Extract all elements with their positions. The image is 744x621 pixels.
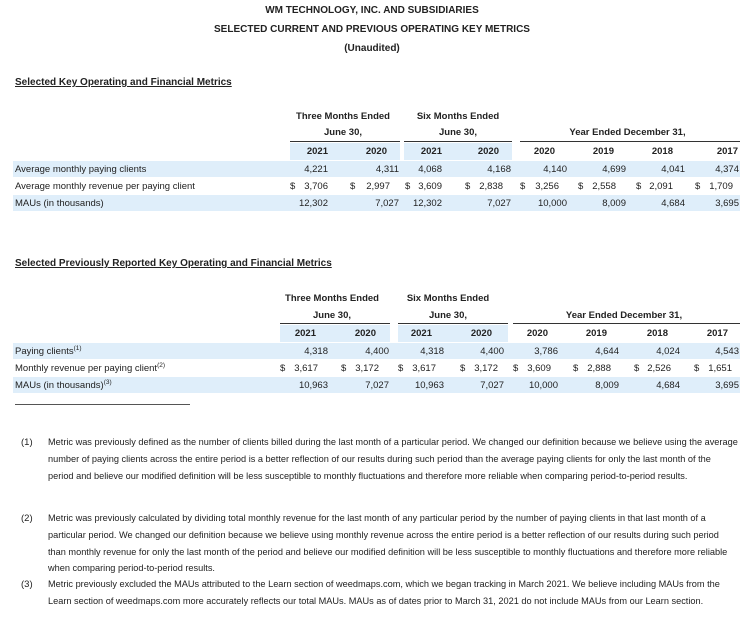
table1-cell: 1,709 xyxy=(709,181,733,192)
table1-cell: 3,695 xyxy=(715,198,739,209)
table1-cell: 4,068 xyxy=(418,164,442,175)
footnote-number: (1) xyxy=(21,437,33,448)
table1-currency: $ xyxy=(465,181,471,192)
table2-six-months-header: Six Months Ended xyxy=(406,293,490,304)
table1-year-col: 2019 xyxy=(592,146,614,157)
table1-cell: 4,699 xyxy=(602,164,626,175)
table2-cell: 4,318 xyxy=(304,346,328,357)
table2-cell: 4,318 xyxy=(420,346,444,357)
table1-currency: $ xyxy=(578,181,584,192)
table2-year-col: 2018 xyxy=(646,328,668,339)
table1-cell: 4,140 xyxy=(543,164,567,175)
table2-year-col: 2020 xyxy=(470,328,492,339)
table2-currency: $ xyxy=(398,363,404,374)
table1-rule xyxy=(290,141,400,142)
table2-cell: 3,172 xyxy=(474,363,498,374)
table1-currency: $ xyxy=(520,181,526,192)
table2-currency: $ xyxy=(634,363,640,374)
table1-cell: 2,558 xyxy=(592,181,616,192)
table1-currency: $ xyxy=(405,181,411,192)
table2-cell: 10,963 xyxy=(414,380,444,391)
table2-currency: $ xyxy=(280,363,286,374)
table1-year-col: 2020 xyxy=(477,146,499,157)
table1-cell: 3,256 xyxy=(535,181,559,192)
table2-cell: 1,651 xyxy=(708,363,732,374)
table1-cell: 3,609 xyxy=(418,181,442,192)
table2-six-months-date: June 30, xyxy=(428,310,468,321)
table2-rule xyxy=(513,323,740,324)
footnote-text: Metric previously excluded the MAUs attributed to the Learn section of weedmaps.com, which we began tracking in March 2021. We believe including MAUs from the Learn section of weedmaps.com more accurately reflects our total MAUs. MAUs as of dates prior to March 31, 2021 do not include MAUs from our Learn section. xyxy=(48,579,720,606)
footnote-text: Metric was previously calculated by dividing total monthly revenue for the last month of any particular period by the number of paying clients in that last month of a particular period. We changed our definition because we believe using monthly revenue across the entire period is a better reflection of our results during such period than monthly revenue for only the last month of the period and believe our modified definition will be less susceptible to monthly fluctuations and therefore more reliable when comparing period-to-period results. xyxy=(48,513,728,574)
table2-cell: 7,027 xyxy=(365,380,389,391)
footnote-number: (3) xyxy=(21,579,33,590)
table2-year-col: 2019 xyxy=(585,328,607,339)
table2-year-header: Year Ended December 31, xyxy=(565,310,683,321)
table1-year-col: 2020 xyxy=(365,146,387,157)
table1-currency: $ xyxy=(636,181,642,192)
table1-six-months-date: June 30, xyxy=(438,127,478,138)
table2-cell: 2,888 xyxy=(587,363,611,374)
table2-cell: 3,786 xyxy=(534,346,558,357)
table2-cell: 10,000 xyxy=(528,380,558,391)
table2-currency: $ xyxy=(694,363,700,374)
table1-cell: 7,027 xyxy=(487,198,511,209)
table1-row-label: Average monthly revenue per paying client xyxy=(15,181,195,192)
table2-cell: 8,009 xyxy=(595,380,619,391)
table1-year-col: 2021 xyxy=(420,146,442,157)
table1-cell: 10,000 xyxy=(537,198,567,209)
table1-cell: 12,302 xyxy=(298,198,328,209)
table1-cell: 2,997 xyxy=(366,181,390,192)
table1-cell: 4,221 xyxy=(304,164,328,175)
table1-cell: 12,302 xyxy=(412,198,442,209)
table2-rule xyxy=(398,323,508,324)
table1-rule xyxy=(404,141,512,142)
table1-row-label: Average monthly paying clients xyxy=(15,164,147,175)
table1-cell: 2,091 xyxy=(649,181,673,192)
table2-currency: $ xyxy=(513,363,519,374)
table2-cell: 10,963 xyxy=(298,380,328,391)
table1-currency: $ xyxy=(350,181,356,192)
table1-rule xyxy=(520,141,740,142)
table2-currency: $ xyxy=(341,363,347,374)
table2-cell: 3,617 xyxy=(412,363,436,374)
table2-cell: 4,400 xyxy=(480,346,504,357)
table2-cell: 3,617 xyxy=(294,363,318,374)
table1-cell: 4,041 xyxy=(661,164,685,175)
table1-cell: 7,027 xyxy=(375,198,399,209)
table2-year-col: 2017 xyxy=(706,328,728,339)
table2-year-col: 2021 xyxy=(410,328,432,339)
table2-row-label: MAUs (in thousands)$^{(3)}$ xyxy=(15,378,112,391)
table2-cell: 3,172 xyxy=(355,363,379,374)
table2-row-label: Monthly revenue per paying client$^{(2)}$ xyxy=(15,361,166,374)
table2-cell: 2,526 xyxy=(647,363,671,374)
table1-year-col: 2020 xyxy=(533,146,555,157)
table1-six-months-header: Six Months Ended xyxy=(416,111,500,122)
table2-row-label: Paying clients$^{(1)}$ xyxy=(15,344,82,357)
report-company-title: WM TECHNOLOGY, INC. AND SUBSIDIARIES xyxy=(265,5,479,16)
footnote-text: Metric was previously defined as the number of clients billed during the last month of a particular period. We changed our definition because we believe using the average number of paying clients across the entire period is a better reflection of our results during such period than the average paying clients for only the last month of the period and believe our modified definition will be less susceptible to monthly fluctuations and therefore more reliable when comparing period-to-period results. xyxy=(48,437,738,481)
footnote-number: (2) xyxy=(21,513,33,524)
table2-rule xyxy=(280,323,390,324)
table2-year-col: 2020 xyxy=(354,328,376,339)
table2-currency: $ xyxy=(573,363,579,374)
table2-three-months-date: June 30, xyxy=(312,310,352,321)
table2-year-col: 2020 xyxy=(526,328,548,339)
table1-row-label: MAUs (in thousands) xyxy=(15,198,104,209)
report-unaudited-note: (Unaudited) xyxy=(344,43,400,54)
table2-cell: 4,024 xyxy=(656,346,680,357)
table1-cell: 4,374 xyxy=(715,164,739,175)
table1-cell: 3,706 xyxy=(304,181,328,192)
table1-three-months-date: June 30, xyxy=(323,127,363,138)
table2-cell: 3,695 xyxy=(715,380,739,391)
table2-three-months-header: Three Months Ended xyxy=(285,293,379,304)
table1-year-header: Year Ended December 31, xyxy=(569,127,686,138)
table2-cell: 4,543 xyxy=(715,346,739,357)
table1-three-months-header: Three Months Ended xyxy=(296,111,390,122)
table1-cell: 4,311 xyxy=(375,164,399,175)
table2-title: Selected Previously Reported Key Operating and Financial Metrics xyxy=(15,258,332,269)
table2-cell: 3,609 xyxy=(527,363,551,374)
table1-currency: $ xyxy=(695,181,701,192)
report-subtitle: SELECTED CURRENT AND PREVIOUS OPERATING KEY METRICS xyxy=(214,24,530,35)
table1-year-col: 2018 xyxy=(651,146,673,157)
table1-year-col: 2021 xyxy=(306,146,328,157)
table1-cell: 4,684 xyxy=(661,198,685,209)
table1-title: Selected Key Operating and Financial Metrics xyxy=(15,77,232,88)
table1-cell: 2,838 xyxy=(479,181,503,192)
table2-currency: $ xyxy=(460,363,466,374)
table2-cell: 4,400 xyxy=(365,346,389,357)
table1-year-col: 2017 xyxy=(716,146,738,157)
table1-cell: 8,009 xyxy=(602,198,626,209)
table2-cell: 4,644 xyxy=(595,346,619,357)
table2-year-col: 2021 xyxy=(294,328,316,339)
table2-cell: 7,027 xyxy=(480,380,504,391)
table2-cell: 4,684 xyxy=(656,380,680,391)
footnote-separator xyxy=(15,404,190,405)
table1-cell: 4,168 xyxy=(487,164,511,175)
table1-currency: $ xyxy=(290,181,296,192)
